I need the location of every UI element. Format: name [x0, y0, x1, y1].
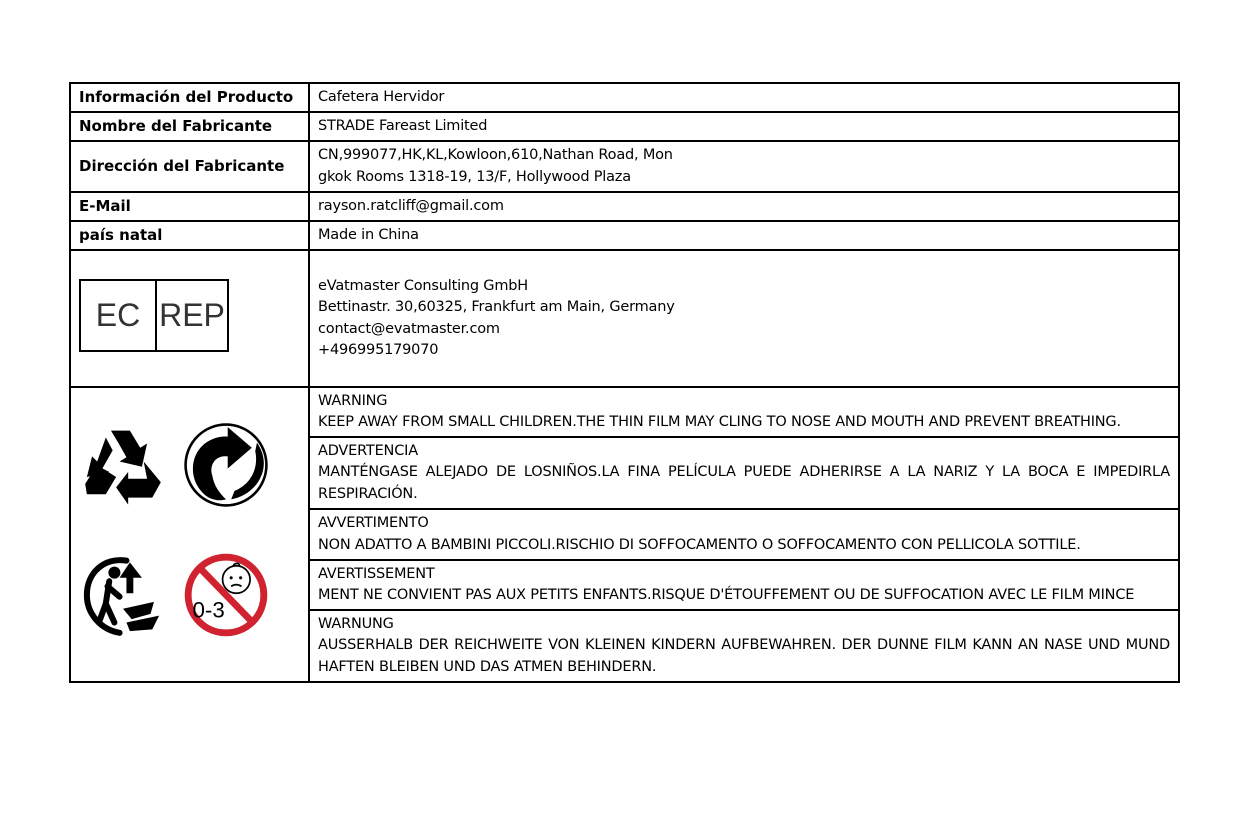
- product-info-table: [69, 82, 1180, 683]
- origin-label: país natal: [70, 221, 309, 250]
- address-value: [309, 141, 1179, 192]
- product-label: Información del Producto: [70, 83, 309, 112]
- warning-text: KEEP AWAY FROM SMALL CHILDREN.THE THIN FILM MAY CLING TO NOSE AND MOUTH AND PREVENT BREATHING.: [318, 414, 1121, 430]
- warning-fr: [309, 560, 1179, 610]
- warning-es: [309, 437, 1179, 509]
- table-row: [70, 83, 1179, 112]
- manufacturer-value: STRADE Fareast Limited: [309, 112, 1179, 141]
- origin-value: Made in China: [309, 221, 1179, 250]
- ec-rep-logo-right: REP: [159, 296, 225, 333]
- symbols-cell: [70, 387, 309, 682]
- ec-rep-phone: +496995179070: [318, 342, 439, 358]
- warning-it: [309, 509, 1179, 560]
- table-row: [70, 112, 1179, 141]
- ec-rep-address: Bettinastr. 30,60325, Frankfurt am Main, Germany: [318, 299, 675, 315]
- age-range-text: 0-3: [192, 597, 225, 623]
- warning-de: [309, 610, 1179, 682]
- warning-text: MENT NE CONVIENT PAS AUX PETITS ENFANTS.RISQUE D'ÉTOUFFEMENT OU DE SUFFOCATION AVEC LE FILM MINCE: [318, 587, 1135, 603]
- email-value: rayson.ratcliff@gmail.com: [309, 192, 1179, 221]
- table-row: [70, 250, 1179, 387]
- warning-title: WARNING: [318, 392, 388, 409]
- ec-rep-details: [309, 250, 1179, 387]
- ec-rep-logo-left: EC: [81, 281, 157, 350]
- warning-text: AUSSERHALB DER REICHWEITE VON KLEINEN KINDERN AUFBEWAHREN. DER DUNNE FILM KANN AN NASE UND MUND HAFTEN BLEIBEN UND DAS ATMEN BEHINDERN.: [318, 637, 1170, 675]
- warning-text: NON ADATTO A BAMBINI PICCOLI.RISCHIO DI SOFFOCAMENTO O SOFFOCAMENTO CON PELLICOLA SOTTILE.: [318, 536, 1081, 553]
- warning-text: MANTÉNGASE ALEJADO DE LOSNIÑOS.LA FINA PELÍCULA PUEDE ADHERIRSE A LA NARIZ Y LA BOCA E IMPEDIRLA RESPIRACIÓN.: [318, 464, 1170, 502]
- table-row: [70, 221, 1179, 250]
- warning-title: AVVERTIMENTO: [318, 515, 429, 531]
- warning-en: [309, 387, 1179, 437]
- ec-rep-email: contact@evatmaster.com: [318, 320, 500, 337]
- recycle-icon: [79, 422, 167, 508]
- address-line: gkok Rooms 1318-19, 13/F, Hollywood Plaza: [318, 168, 631, 185]
- warning-title: WARNUNG: [318, 615, 394, 632]
- manufacturer-label: Nombre del Fabricante: [70, 112, 309, 141]
- address-label: Dirección del Fabricante: [70, 141, 309, 192]
- tidyman-icon: [79, 552, 167, 638]
- product-value: Cafetera Hervidor: [309, 83, 1179, 112]
- address-line: CN,999077,HK,KL,Kowloon,610,Nathan Road, Mon: [318, 147, 673, 163]
- table-row: [70, 387, 1179, 437]
- warning-title: AVERTISSEMENT: [318, 565, 435, 582]
- warning-title: ADVERTENCIA: [318, 442, 418, 459]
- green-dot-icon: [183, 422, 269, 508]
- table-row: [70, 192, 1179, 221]
- ec-rep-company: eVatmaster Consulting GmbH: [318, 277, 528, 294]
- ec-rep-icon: [79, 279, 229, 352]
- ec-rep-cell: [70, 250, 309, 387]
- table-row: [70, 141, 1179, 192]
- email-label: E-Mail: [70, 192, 309, 221]
- no-children-0-3-icon: [183, 552, 269, 638]
